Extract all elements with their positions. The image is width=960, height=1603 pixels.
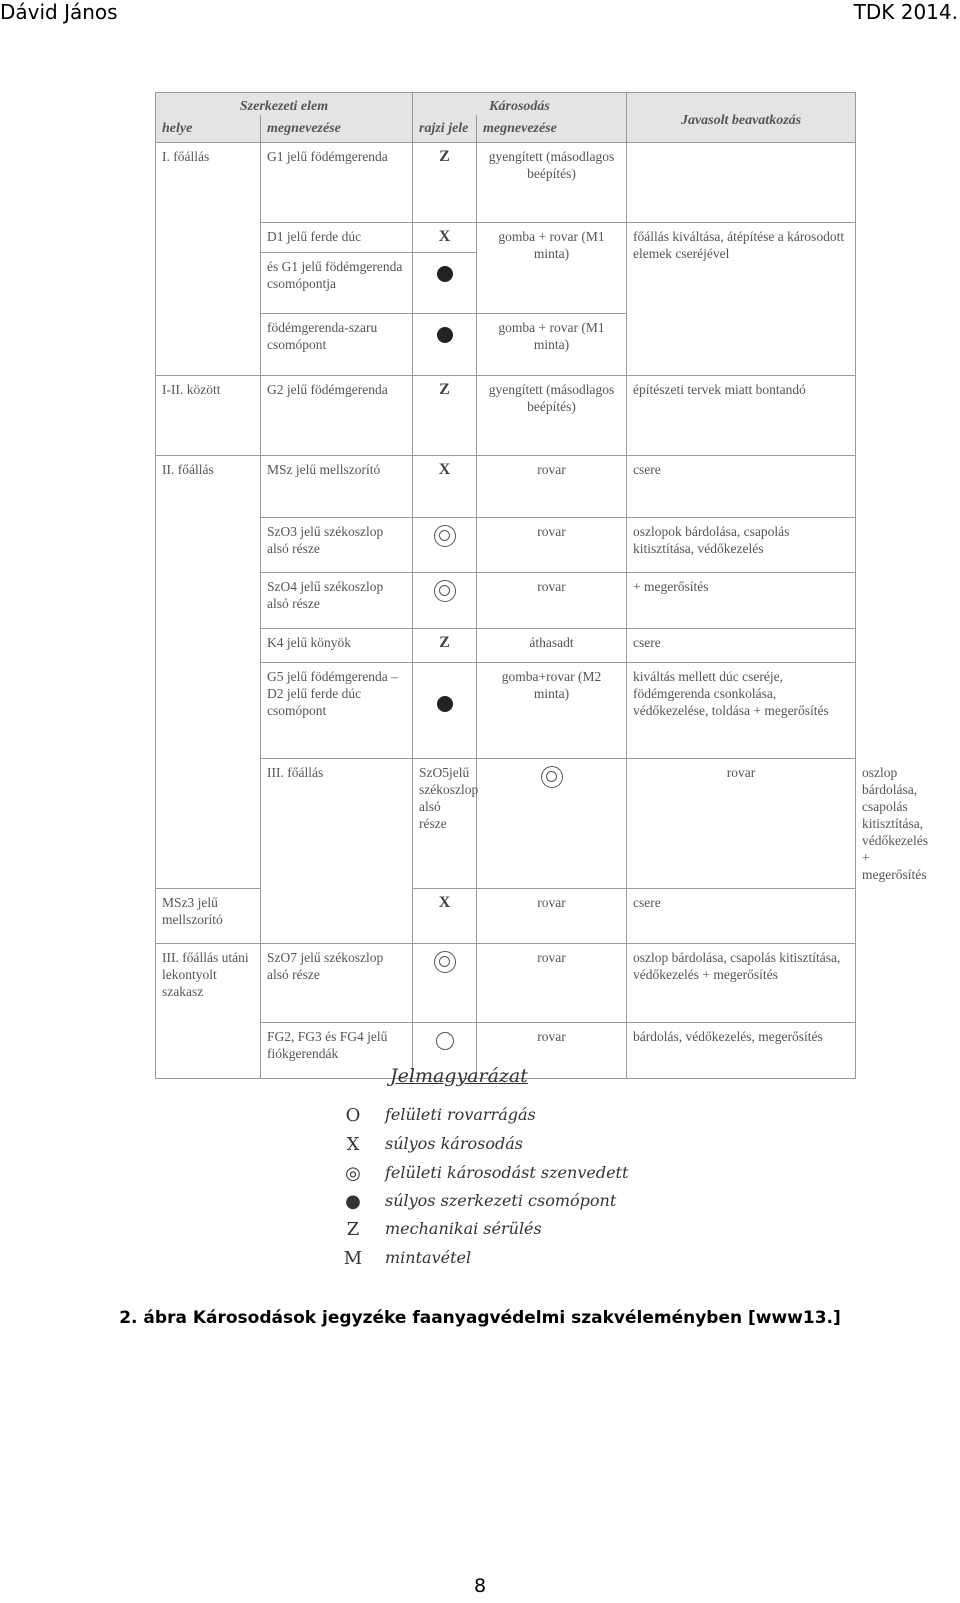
table-row: III. főállás SzO5jelű székoszlop alsó része rovar oszlop bárdolása, csapolás kitisztítása, védőkezelés + megerősítés [156,758,856,888]
row-symbol [413,253,477,313]
legend-text: mintavétel [385,1248,472,1267]
legend [340,1065,640,1277]
row-place: I-II. között [156,375,261,455]
row-action: építészeti tervek miatt bontandó [627,375,856,455]
table-row [156,518,856,573]
row-damage: rovar [477,573,627,628]
table-row [156,662,856,758]
row-element: G2 jelű födémgerenda [261,375,413,455]
row-element: D1 jelű ferde dúc [261,223,413,253]
figure-caption: 2. ábra Károsodások jegyzéke faanyagvédelmi szakvéleményben [www13.] [119,1308,841,1328]
legend-text: súlyos károsodás [385,1134,523,1153]
row-action: csere [627,628,856,662]
row-element: K4 jelű könyök [261,628,413,662]
surface-damage-symbol [434,580,456,602]
head-group-element: Szerkezeti elem [156,93,413,116]
legend-text: felületi rovarrágás [385,1105,536,1124]
page-number: 8 [473,1575,487,1597]
row-place: I. főállás [156,143,261,376]
table-row [156,573,856,628]
row-symbol [413,455,477,517]
severe-damage-symbol: X [438,228,451,246]
row-symbol [413,223,477,253]
table-row [156,944,856,1022]
legend-symbol: ◎ [345,1163,361,1184]
damage-table [155,92,928,1079]
row-place: III. főállás utáni lekontyolt szakasz [156,944,261,1079]
severe-joint-symbol [437,696,453,712]
row-element: SzO5jelű székoszlop alsó része [413,758,477,888]
legend-symbol: M [343,1248,363,1269]
legend-symbol: O [345,1105,361,1126]
row-damage: gomba + rovar (M1 minta) [477,223,627,313]
mechanical-damage-symbol: Z [439,633,450,651]
head-group-damage: Károsodás [413,93,627,116]
mechanical-damage-symbol: Z [439,380,450,398]
row-place: III. főállás [261,758,413,944]
head-action: Javasolt beavatkozás [627,93,856,143]
surface-insect-symbol [436,1032,454,1050]
row-damage: rovar [477,1022,627,1078]
row-action: kiváltás mellett dúc cseréje, födémgerenda csonkolása, védőkezelése, toldása + megerősítés [627,662,856,758]
severe-damage-symbol: X [438,894,451,912]
row-damage: gyengített (másodlagos beépítés) [477,143,627,223]
row-place: II. főállás [156,455,261,888]
table-row [156,223,856,253]
row-action: főállás kiváltása, átépítése a károsodott elemek cseréjével [627,223,856,375]
legend-text: felületi károsodást szenvedett [385,1163,629,1182]
table-row [156,375,856,455]
surface-damage-symbol [541,766,563,788]
row-element: MSz3 jelű mellszorító [156,889,261,944]
head-damage-name: megnevezése [477,115,627,143]
row-action [627,143,856,223]
row-symbol [413,944,477,1022]
legend-symbol: Z [346,1219,360,1240]
table-row [156,143,856,223]
table-row [156,455,856,517]
row-damage: rovar [477,889,627,944]
head-symbol: rajzi jele [413,115,477,143]
surface-damage-symbol [434,951,456,973]
row-symbol [413,375,477,455]
header-author: Dávid János [0,0,118,24]
row-action: csere [627,455,856,517]
head-element-name: megnevezése [261,115,413,143]
row-element: SzO3 jelű székoszlop alsó része [261,518,413,573]
row-element: SzO7 jelű székoszlop alsó része [261,944,413,1022]
row-symbol [413,628,477,662]
legend-symbol: ● [345,1191,361,1212]
row-element: G5 jelű födémgerenda – D2 jelű ferde dúc csomópont [261,662,413,758]
row-action: bárdolás, védőkezelés, megerősítés [627,1022,856,1078]
row-element: G1 jelű födémgerenda [261,143,413,223]
row-action: csere [627,889,856,944]
row-symbol [413,313,477,375]
severe-joint-symbol [437,327,453,343]
row-element: és G1 jelű födémgerenda csomópontja [261,253,413,313]
row-damage: rovar [477,518,627,573]
row-symbol [413,518,477,573]
severe-joint-symbol [437,266,453,282]
scanned-damage-table [155,92,928,1079]
row-symbol [413,143,477,223]
row-action: oszlopok bárdolása, csapolás kitisztítása, védőkezelés [627,518,856,573]
row-element: MSz jelű mellszorító [261,455,413,517]
surface-damage-symbol [434,525,456,547]
row-symbol [413,889,477,944]
head-place: helye [156,115,261,143]
row-damage: rovar [477,455,627,517]
row-damage: rovar [627,758,856,888]
row-damage: rovar [477,944,627,1022]
legend-text: súlyos szerkezeti csomópont [385,1191,617,1210]
legend-symbol: X [346,1134,360,1155]
row-action: + megerősítés [627,573,856,628]
row-damage: gyengített (másodlagos beépítés) [477,375,627,455]
row-damage: áthasadt [477,628,627,662]
row-action: oszlop bárdolása, csapolás kitisztítása, védőkezelés + megerősítés [627,944,856,1022]
mechanical-damage-symbol: Z [439,148,450,165]
row-symbol [413,573,477,628]
row-damage: gomba + rovar (M1 minta) [477,313,627,375]
legend-text: mechanikai sérülés [385,1219,542,1238]
header-event: TDK 2014. [853,0,958,24]
row-symbol [413,662,477,758]
row-element: FG2, FG3 és FG4 jelű fiókgerendák [261,1022,413,1078]
severe-damage-symbol: X [438,460,451,478]
row-damage: gomba+rovar (M2 minta) [477,662,627,758]
table-row [156,628,856,662]
row-symbol [477,758,627,888]
legend-title: Jelmagyarázat [390,1065,528,1087]
row-element: födémgerenda-szaru csomópont [261,313,413,375]
row-element: SzO4 jelű székoszlop alsó része [261,573,413,628]
